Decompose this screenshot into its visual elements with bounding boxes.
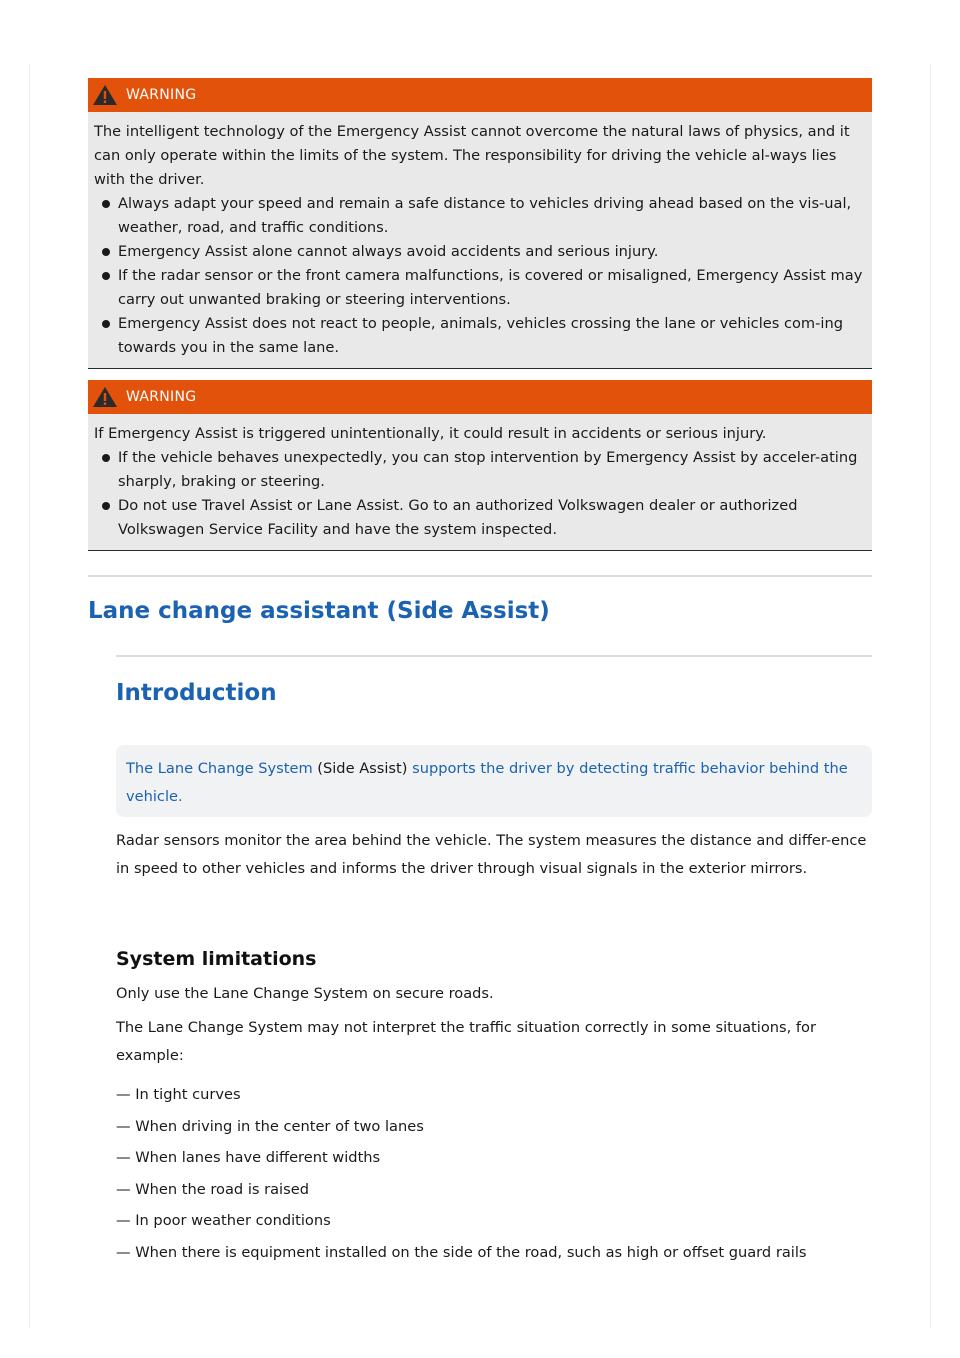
warning-body — [88, 414, 872, 551]
list-item: — In tight curves — [116, 1086, 241, 1103]
warning-intro: If Emergency Assist is triggered unintentionally, it could result in accidents or serious injury. — [94, 425, 767, 442]
section-divider — [88, 575, 872, 577]
warning-body — [88, 112, 872, 369]
page-left-edge — [29, 64, 30, 1328]
limitations-paragraph-2: The Lane Change System may not interpret the traffic situation correctly in some situations, for example: — [116, 1019, 816, 1064]
bullet-icon — [102, 272, 110, 280]
bullet-icon — [102, 200, 110, 208]
warning-header — [88, 78, 872, 112]
subsection-divider — [116, 655, 872, 657]
list-item — [94, 264, 866, 312]
warning-box-1 — [88, 78, 872, 369]
warning-bullet-list — [94, 446, 866, 542]
callout-text-1: The Lane Change System — [126, 760, 313, 777]
callout-text-2: (Side Assist) — [317, 760, 408, 777]
list-item-text: If the radar sensor or the front camera malfunctions, is covered or misaligned, Emergency Assist may carry out unwanted braking or steering interventions. — [118, 267, 863, 308]
intro-paragraph: Radar sensors monitor the area behind the vehicle. The system measures the distance and differ-ence in speed to other vehicles and informs the driver through visual signals in the exterior mirrors. — [116, 832, 867, 877]
list-item: — When there is equipment installed on the side of the road, such as high or offset guard rails — [116, 1243, 807, 1261]
page-right-edge — [930, 64, 931, 1328]
bullet-icon — [102, 320, 110, 328]
list-item-text: If the vehicle behaves unexpectedly, you can stop intervention by Emergency Assist by acceler-ating sharply, braking or steering. — [118, 449, 858, 490]
limitations-paragraph-1: Only use the Lane Change System on secure roads. — [116, 985, 494, 1002]
limitations-list — [116, 1079, 807, 1268]
list-item — [94, 192, 866, 240]
warning-label: WARNING — [126, 389, 197, 405]
summary-callout — [116, 745, 872, 817]
limitations-title: System limitations — [116, 948, 317, 970]
list-item — [94, 312, 866, 360]
callout-text-3: supports the driver by detecting traffic behavior behind the vehicle. — [126, 760, 848, 805]
intro-title: Introduction — [116, 680, 277, 706]
list-item: — When driving in the center of two lanes — [116, 1117, 424, 1135]
list-item: — When the road is raised — [116, 1180, 309, 1198]
bullet-icon — [102, 502, 110, 510]
warning-triangle-icon — [92, 386, 118, 408]
list-item — [94, 240, 866, 264]
section-title: Lane change assistant (Side Assist) — [88, 598, 550, 624]
warning-intro: The intelligent technology of the Emergency Assist cannot overcome the natural laws of physics, and it can only operate within the limits of the system. The responsibility for driving the vehicle al-ways lies with the driver. — [94, 123, 850, 188]
warning-box-2 — [88, 380, 872, 551]
warning-label: WARNING — [126, 87, 197, 103]
warning-bullet-list — [94, 192, 866, 360]
list-item — [94, 494, 866, 542]
list-item-text: Emergency Assist does not react to people, animals, vehicles crossing the lane or vehicles com-ing towards you in the same lane. — [118, 315, 843, 356]
list-item: — In poor weather conditions — [116, 1212, 331, 1229]
bullet-icon — [102, 454, 110, 462]
list-item: — When lanes have different widths — [116, 1149, 381, 1166]
list-item-text: Always adapt your speed and remain a safe distance to vehicles driving ahead based on the vis-ual, weather, road, and traffic conditions. — [118, 195, 852, 236]
warning-header — [88, 380, 872, 414]
bullet-icon — [102, 248, 110, 256]
warning-triangle-icon — [92, 84, 118, 106]
list-item-text: Emergency Assist alone cannot always avoid accidents and serious injury. — [118, 243, 659, 260]
list-item — [94, 446, 866, 494]
list-item-text: Do not use Travel Assist or Lane Assist. Go to an authorized Volkswagen dealer or authorized Volkswagen Service Facility and have the system inspected. — [118, 497, 798, 538]
